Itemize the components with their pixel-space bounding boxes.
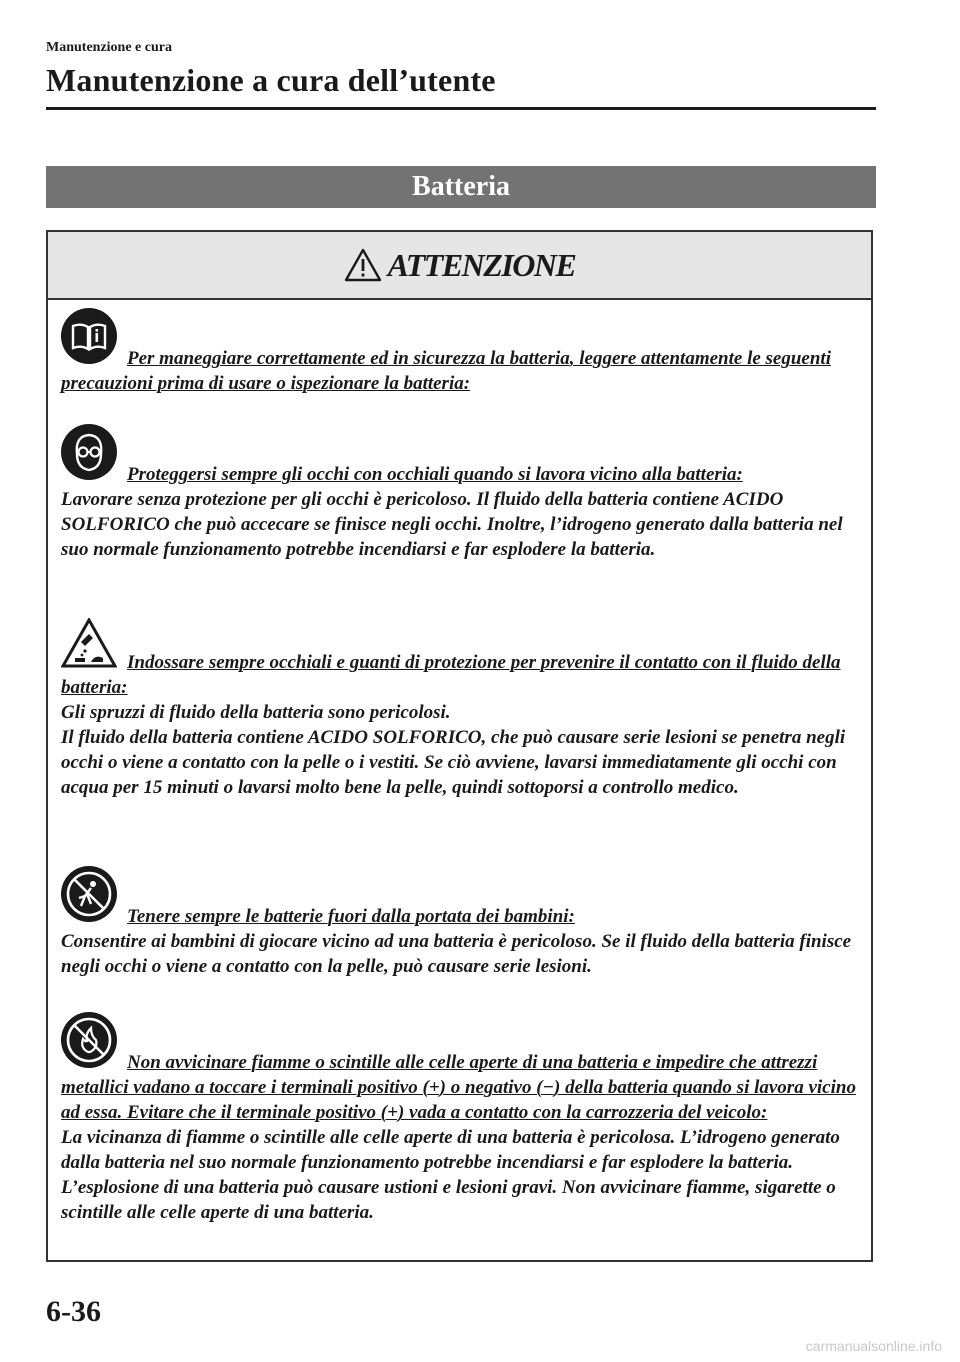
item-body: Gli spruzzi di fluido della batteria sono pericolosi. Il fluido della batteria contiene ACIDO SOLFORICO, che può causare serie lesioni se penetra negli occhi o viene a contatto con la pelle o i vestiti. Se ciò avviene, lavarsi immediatamente gli occhi con acqua per 15 minuti o lavarsi molto bene la pelle, quindi sottoporsi a controllo medico. [61, 702, 846, 798]
corrosive-acid-icon [61, 618, 117, 668]
warning-item [61, 424, 861, 562]
warning-box [46, 230, 873, 1262]
manual-book-icon [61, 308, 117, 364]
warning-item [61, 866, 861, 979]
page-title: Manutenzione a cura dell’utente [46, 62, 496, 98]
running-header-section: Manutenzione e cura [46, 40, 172, 55]
warning-heading: ATTENZIONE [387, 246, 576, 283]
keep-children-away-icon [61, 866, 117, 922]
section-title-bar: Batteria [46, 166, 876, 208]
item-heading: Indossare sempre occhiali e guanti di protezione per prevenire il contatto con il fluido della batteria: [61, 652, 841, 698]
item-heading: Per maneggiare correttamente ed in sicurezza la batteria, leggere attentamente le seguenti precauzioni prima di usare o ispezionare la batteria: [61, 348, 831, 394]
item-heading: Tenere sempre le batterie fuori dalla portata dei bambini: [127, 906, 575, 927]
warning-triangle-icon [344, 248, 382, 282]
eye-protection-icon [61, 424, 117, 480]
page-number: 6-36 [46, 1295, 101, 1328]
item-body: Consentire ai bambini di giocare vicino ad una batteria è pericoloso. Se il fluido della batteria finisce negli occhi o viene a contatto con la pelle, può causare serie lesioni. [61, 931, 852, 977]
item-body: La vicinanza di fiamme o scintille alle celle aperte di una batteria è pericolosa. L’idrogeno generato dalla batteria nel suo normale funzionamento potrebbe incendiarsi e far esplodere la batteria. L’esplosione di una batteria può causare ustioni e lesioni gravi. Non avvicinare fiamme, sigarette o scintille alle celle aperte di una batteria. [61, 1127, 840, 1223]
warning-item [61, 308, 861, 396]
item-heading: Proteggersi sempre gli occhi con occhiali quando si lavora vicino alla batteria: [127, 464, 743, 485]
warning-item [61, 1012, 861, 1225]
watermark: carmanualsonline.info [805, 1338, 942, 1354]
header-divider [46, 107, 876, 110]
item-body: Lavorare senza protezione per gli occhi è pericoloso. Il fluido della batteria contiene ACIDO SOLFORICO che può accecare se finisce negli occhi. Inoltre, l’idrogeno generato dalla batteria nel suo normale funzionamento potrebbe incendiarsi e far esplodere la batteria. [61, 489, 843, 560]
item-heading: Non avvicinare fiamme o scintille alle celle aperte di una batteria e impedire che attrezzi metallici vadano a toccare i terminali positivo (+) o negativo (−) della batteria quando si lavora vicino ad essa. Evitare che il terminale positivo (+) vada a contatto con la carrozzeria del veicolo: [61, 1052, 856, 1123]
no-flames-icon [61, 1012, 117, 1068]
warning-header [48, 232, 871, 300]
warning-item [61, 618, 861, 800]
